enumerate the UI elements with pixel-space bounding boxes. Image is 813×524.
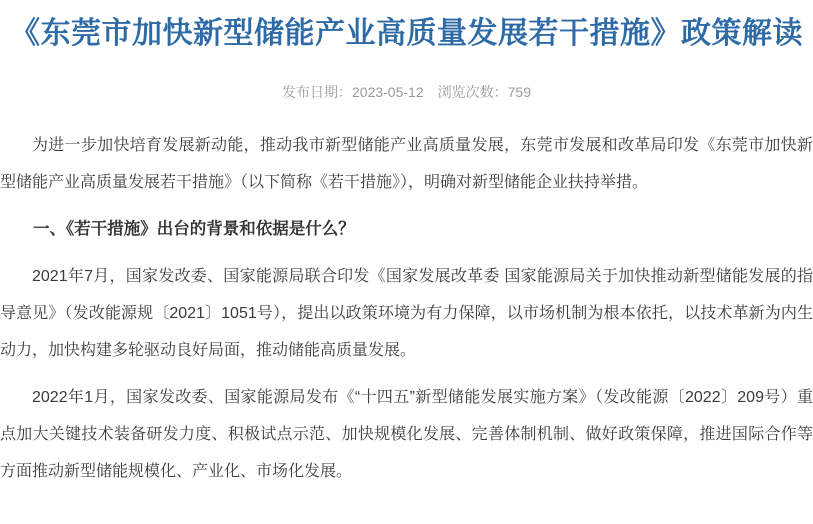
publish-date-label: 发布日期： xyxy=(282,84,352,100)
intro-paragraph: 为进一步加快培育发展新动能，推动我市新型储能产业高质量发展，东莞市发展和改革局印发《东莞市加快新型储能产业高质量发展若干措施》（以下简称《若干措施》），明确对新型储能企业扶持举措。 xyxy=(0,137,813,191)
views-value: 759 xyxy=(507,84,531,100)
page-title: 《东莞市加快新型储能产业高质量发展若干措施》政策解读 xyxy=(10,17,803,50)
article-body xyxy=(0,127,813,490)
publish-date-value: 2023-05-12 xyxy=(352,84,424,100)
article-meta xyxy=(0,82,813,102)
views-group xyxy=(438,84,531,100)
publish-date-group xyxy=(282,84,424,100)
section-heading: 一、《若干措施》出台的背景和依据是什么？ xyxy=(33,220,355,238)
body-paragraph-1: 2021年7月，国家发改委、国家能源局联合印发《国家发展改革委 国家能源局关于加快推动新型储能发展的指导意见》（发改能源规〔2021〕1051号），提出以政策环境为有力保障，以市场机制为根本依托，以技术革新为内生动力，加快构建多轮驱动良好局面，推动储能高质量发展。 xyxy=(0,268,813,359)
body-paragraph-2: 2022年1月，国家发改委、国家能源局发布《“十四五”新型储能发展实施方案》（发改能源〔2022〕209号）重点加大关键技术装备研发力度、积极试点示范、加快规模化发展、完善体制机制、做好政策保障，推进国际合作等方面推动新型储能规模化、产业化、市场化发展。 xyxy=(0,389,813,480)
views-label: 浏览次数： xyxy=(437,84,508,100)
